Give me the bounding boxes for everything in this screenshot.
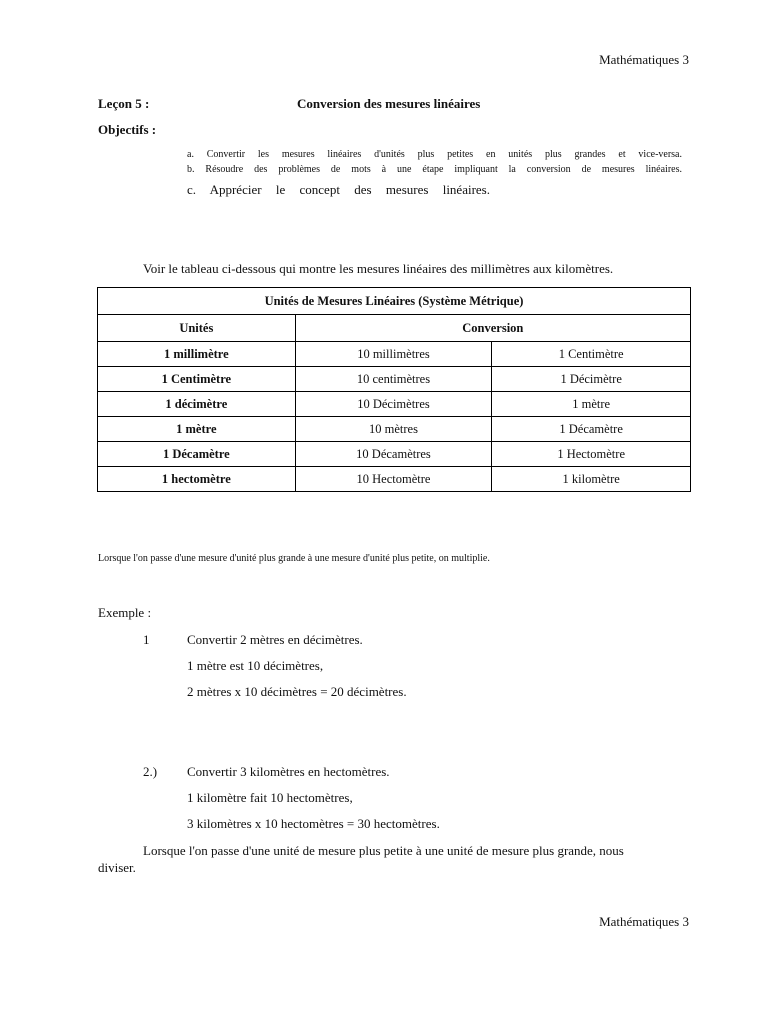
lesson-label: Leçon 5 :: [98, 96, 150, 111]
example-number: 2.): [143, 764, 158, 779]
table-row: [98, 342, 691, 367]
conversion-to-cell: 1 mètre: [492, 392, 691, 417]
table-row: [98, 392, 691, 417]
objectives-label: Objectifs :: [98, 122, 157, 137]
linear-units-table: [97, 287, 691, 492]
page-header: Mathématiques 3: [599, 52, 689, 67]
table-row: [98, 442, 691, 467]
column-header-units: Unités: [98, 315, 296, 342]
conversion-from-cell: 10 centimètres: [295, 367, 492, 392]
unit-cell: 1 mètre: [98, 417, 296, 442]
table-row: [98, 467, 691, 492]
page-footer: Mathématiques 3: [599, 914, 689, 929]
conversion-to-cell: 1 Hectomètre: [492, 442, 691, 467]
rule-multiply: Lorsque l'on passe d'une mesure d'unité plus grande à une mesure d'unité plus petite, on multiplie.: [98, 553, 490, 564]
objective-a: a. Convertir les mesures linéaires d'unités plus petites en unités plus grandes et vice-versa.: [187, 149, 682, 160]
example-line: Convertir 3 kilomètres en hectomètres.: [187, 764, 390, 779]
column-header-conversion: Conversion: [295, 315, 690, 342]
unit-cell: 1 décimètre: [98, 392, 296, 417]
example-line: 1 mètre est 10 décimètres,: [187, 658, 324, 673]
intro-text: Voir le tableau ci-dessous qui montre les mesures linéaires des millimètres aux kilomètres.: [143, 261, 614, 276]
conversion-to-cell: 1 kilomètre: [492, 467, 691, 492]
table-row: [98, 417, 691, 442]
unit-cell: 1 Décamètre: [98, 442, 296, 467]
example-number: 1: [143, 632, 150, 647]
conversion-from-cell: 10 Décamètres: [295, 442, 492, 467]
example-line: 1 kilomètre fait 10 hectomètres,: [187, 790, 353, 805]
rule-divide-line1: Lorsque l'on passe d'une unité de mesure plus petite à une unité de mesure plus grande, nous: [143, 843, 624, 858]
unit-cell: 1 hectomètre: [98, 467, 296, 492]
objective-c: c. Apprécier le concept des mesures linéaires.: [187, 182, 490, 197]
objective-b: b. Résoudre des problèmes de mots à une étape impliquant la conversion de mesures linéaires.: [187, 164, 682, 175]
conversion-to-cell: 1 Décimètre: [492, 367, 691, 392]
example-line: Convertir 2 mètres en décimètres.: [187, 632, 363, 647]
unit-cell: 1 millimètre: [98, 342, 296, 367]
lesson-title: Conversion des mesures linéaires: [297, 96, 481, 111]
example-line: 3 kilomètres x 10 hectomètres = 30 hectomètres.: [187, 816, 440, 831]
conversion-from-cell: 10 Décimètres: [295, 392, 492, 417]
example-label: Exemple :: [98, 605, 152, 620]
conversion-from-cell: 10 millimètres: [295, 342, 492, 367]
conversion-from-cell: 10 mètres: [295, 417, 492, 442]
conversion-to-cell: 1 Décamètre: [492, 417, 691, 442]
rule-divide-line2: diviser.: [98, 860, 136, 875]
conversion-to-cell: 1 Centimètre: [492, 342, 691, 367]
example-line: 2 mètres x 10 décimètres = 20 décimètres.: [187, 684, 407, 699]
conversion-from-cell: 10 Hectomètre: [295, 467, 492, 492]
unit-cell: 1 Centimètre: [98, 367, 296, 392]
table-title: Unités de Mesures Linéaires (Système Métrique): [98, 288, 691, 315]
table-row: [98, 367, 691, 392]
